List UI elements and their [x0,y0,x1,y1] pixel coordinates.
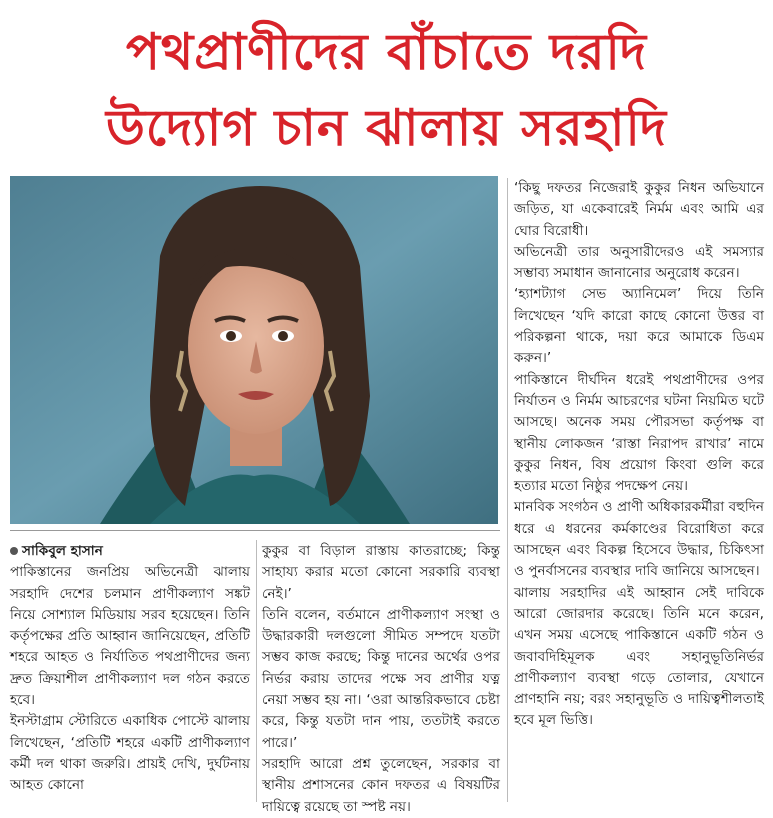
photo-divider [10,530,500,531]
byline [10,541,250,562]
paragraph: পাকিস্তানের জনপ্রিয় অভিনেত্রী ঝালায় সরহাদি দেশের চলমান প্রাণীকল্যাণ সঙ্কট নিয়ে সোশ্যাল মিডিয়ায় সরব হয়েছেন। তিনি কর্তৃপক্ষের প্রতি আহ্বান জানিয়েছেন, প্রতিটি শহরে আহত ও নির্যাতিত পথপ্রাণীদের জন্য দ্রুত ক্রিয়াশীল প্রাণীকল্যাণ দল গঠন করতে হবে। [10,564,250,709]
paragraph: মানবিক সংগঠন ও প্রাণী অধিকারকর্মীরা বহুদিন ধরে এ ধরনের কর্মকাণ্ডের বিরোধিতা করে আসছেন এবং বিকল্প হিসেবে উদ্ধার, চিকিৎসা ও পুনর্বাসনের ব্যবস্থার দাবি জানিয়ে আসছেন। [514,499,764,580]
column-divider-right [507,178,508,802]
paragraph: ঝালায় সরহাদির এই আহ্বান সেই দাবিকে আরো জোরদার করেছে। তিনি মনে করেন, এখন সময় এসেছে পাকিস্তানে একটি গঠন ও জবাবদিহিমূলক এবং সহানুভূতিনির্ভর প্রাণীকল্যাণ ব্যবস্থা গড়ে তোলার, যেখানে প্রাণহানি নয়; বরং সহানুভূতি ও দায়িত্বশীলতাই হবে মূল ভিত্তি। [514,584,764,729]
headline-line-1: পথপ্রাণীদের বাঁচাতে দরদি [125,23,648,81]
paragraph: কুকুর বা বিড়াল রাস্তায় কাতরাচ্ছে; কিন্তু সাহায্য করার মতো কোনো সরকারি ব্যবস্থা নেই।’ [262,543,500,602]
article-photo [10,176,498,524]
byline-author: সাকিবুল হাসান [22,543,103,559]
article-column-right [514,178,764,732]
paragraph: তিনি বলেন, বর্তমানে প্রাণীকল্যাণ সংস্থা ও উদ্ধারকারী দলগুলো সীমিত সম্পদে যতটা সম্ভব কাজ করছে; কিন্তু দানের অর্থের ওপর নির্ভর করায় তাদের পক্ষে সব প্রাণীর যত্ন নেয়া সম্ভব হয় না। ‘ওরা আন্তরিকভাবে চেষ্টা করে, কিন্তু যতটা দান পায়, ততটাই করতে পারে।’ [262,606,500,751]
article-column-left [10,541,250,797]
paragraph: ইনস্টাগ্রাম স্টোরিতে একাধিক পোস্টে ঝালায় লিখেছেন, ‘প্রতিটি শহরে একটি প্রাণীকল্যাণ কর্মী দল থাকা জরুরি। প্রায়ই দেখি, দুর্ঘটনায় আহত কোনো [10,713,250,794]
paragraph: অভিনেত্রী তার অনুসারীদেরও এই সমস্যার সম্ভাব্য সমাধান জানানোর অনুরোধ করেন। [514,243,764,282]
paragraph: ‘কিছু দফতর নিজেরাই কুকুর নিধন অভিযানে জড়িত, যা একেবারেই নির্মম এবং আমি এর ঘোর বিরোধী। [514,180,764,239]
paragraph: পাকিস্তানে দীর্ঘদিন ধরেই পথপ্রাণীদের ওপর নির্যাতন ও নির্মম আচরণের ঘটনা নিয়মিত ঘটে আসছে। অনেক সময় পৌরসভা কর্তৃপক্ষ বা স্থানীয় লোকজন ‘রাস্তা নিরাপদ রাখার’ নামে কুকুর নিধন, বিষ প্রয়োগ কিংবা গুলি করে হত্যার মতো নিষ্ঠুর পদক্ষেপ নেয়। [514,371,764,495]
paragraph: সরহাদি আরো প্রশ্ন তুলেছেন, সরকার বা স্থানীয় প্রশাসনের কোন দফতর এ বিষয়টির দায়িত্বে রয়েছে তা স্পষ্ট নয়। [262,755,500,815]
paragraph: ‘হ্যাশট্যাগ সেভ অ্যানিমেল’ দিয়ে তিনি লিখেছেন ‘যদি কারো কাছে কোনো উত্তর বা পরিকল্পনা থাকে, দয়া করে আমাকে ডিএম করুন।’ [514,286,764,367]
headline [0,14,773,166]
headline-line-2: উদ্যোগ চান ঝালায় সরহাদি [105,99,668,157]
bullet-icon [10,547,18,555]
column-divider-left [256,540,257,802]
article-column-middle [262,541,500,818]
